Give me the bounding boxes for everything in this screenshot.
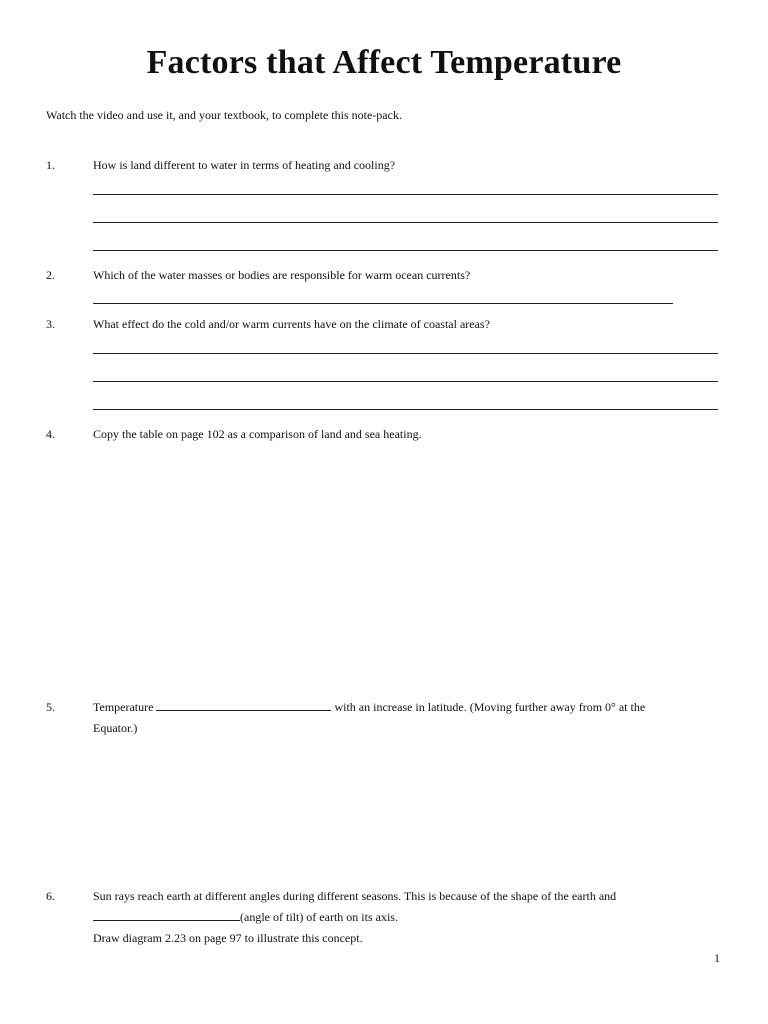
question-2-text: Which of the water masses or bodies are responsible for warm ocean currents? <box>93 268 471 282</box>
worksheet-title: Factors that Affect Temperature <box>146 44 622 81</box>
question-3-answer-line-3[interactable] <box>93 409 718 410</box>
page-number: 1 <box>714 951 720 965</box>
question-2-answer-line[interactable] <box>93 303 673 304</box>
question-5-answer-space[interactable] <box>93 745 718 875</box>
question-6-text-line-1: Sun rays reach earth at different angles during different seasons. This is because of the shape of the earth and <box>93 889 617 903</box>
question-6-fill-blank[interactable] <box>93 910 240 921</box>
question-6-line-2 <box>93 910 398 925</box>
question-4-table-space[interactable] <box>93 450 718 685</box>
question-4-text: Copy the table on page 102 as a comparison of land and sea heating. <box>93 427 422 441</box>
question-5-text-after-blank: with an increase in latitude. (Moving further away from 0° at the <box>334 700 646 714</box>
question-6-number: 6. <box>46 889 55 903</box>
question-1-number: 1. <box>46 158 55 172</box>
question-5-fill-blank[interactable] <box>156 700 331 711</box>
instructions-text: Watch the video and use it, and your textbook, to complete this note-pack. <box>46 108 402 122</box>
question-3-text: What effect do the cold and/or warm currents have on the climate of coastal areas? <box>93 317 490 331</box>
question-3-number: 3. <box>46 317 55 331</box>
question-1-answer-line-1[interactable] <box>93 194 718 195</box>
question-1-answer-line-2[interactable] <box>93 222 718 223</box>
question-1-answer-line-3[interactable] <box>93 250 718 251</box>
question-2-number: 2. <box>46 268 55 282</box>
question-5-line-1 <box>93 700 645 715</box>
question-5-text-before-blank: Temperature <box>93 700 154 714</box>
question-4-number: 4. <box>46 427 55 441</box>
question-6-text-line-3: Draw diagram 2.23 on page 97 to illustrate this concept. <box>93 931 363 945</box>
question-5-number: 5. <box>46 700 55 714</box>
question-6-text-after-blank: (angle of tilt) of earth on its axis. <box>240 910 398 924</box>
question-5-text-line-2: Equator.) <box>93 721 138 735</box>
question-1-text: How is land different to water in terms of heating and cooling? <box>93 158 396 172</box>
question-3-answer-line-1[interactable] <box>93 353 718 354</box>
question-3-answer-line-2[interactable] <box>93 381 718 382</box>
